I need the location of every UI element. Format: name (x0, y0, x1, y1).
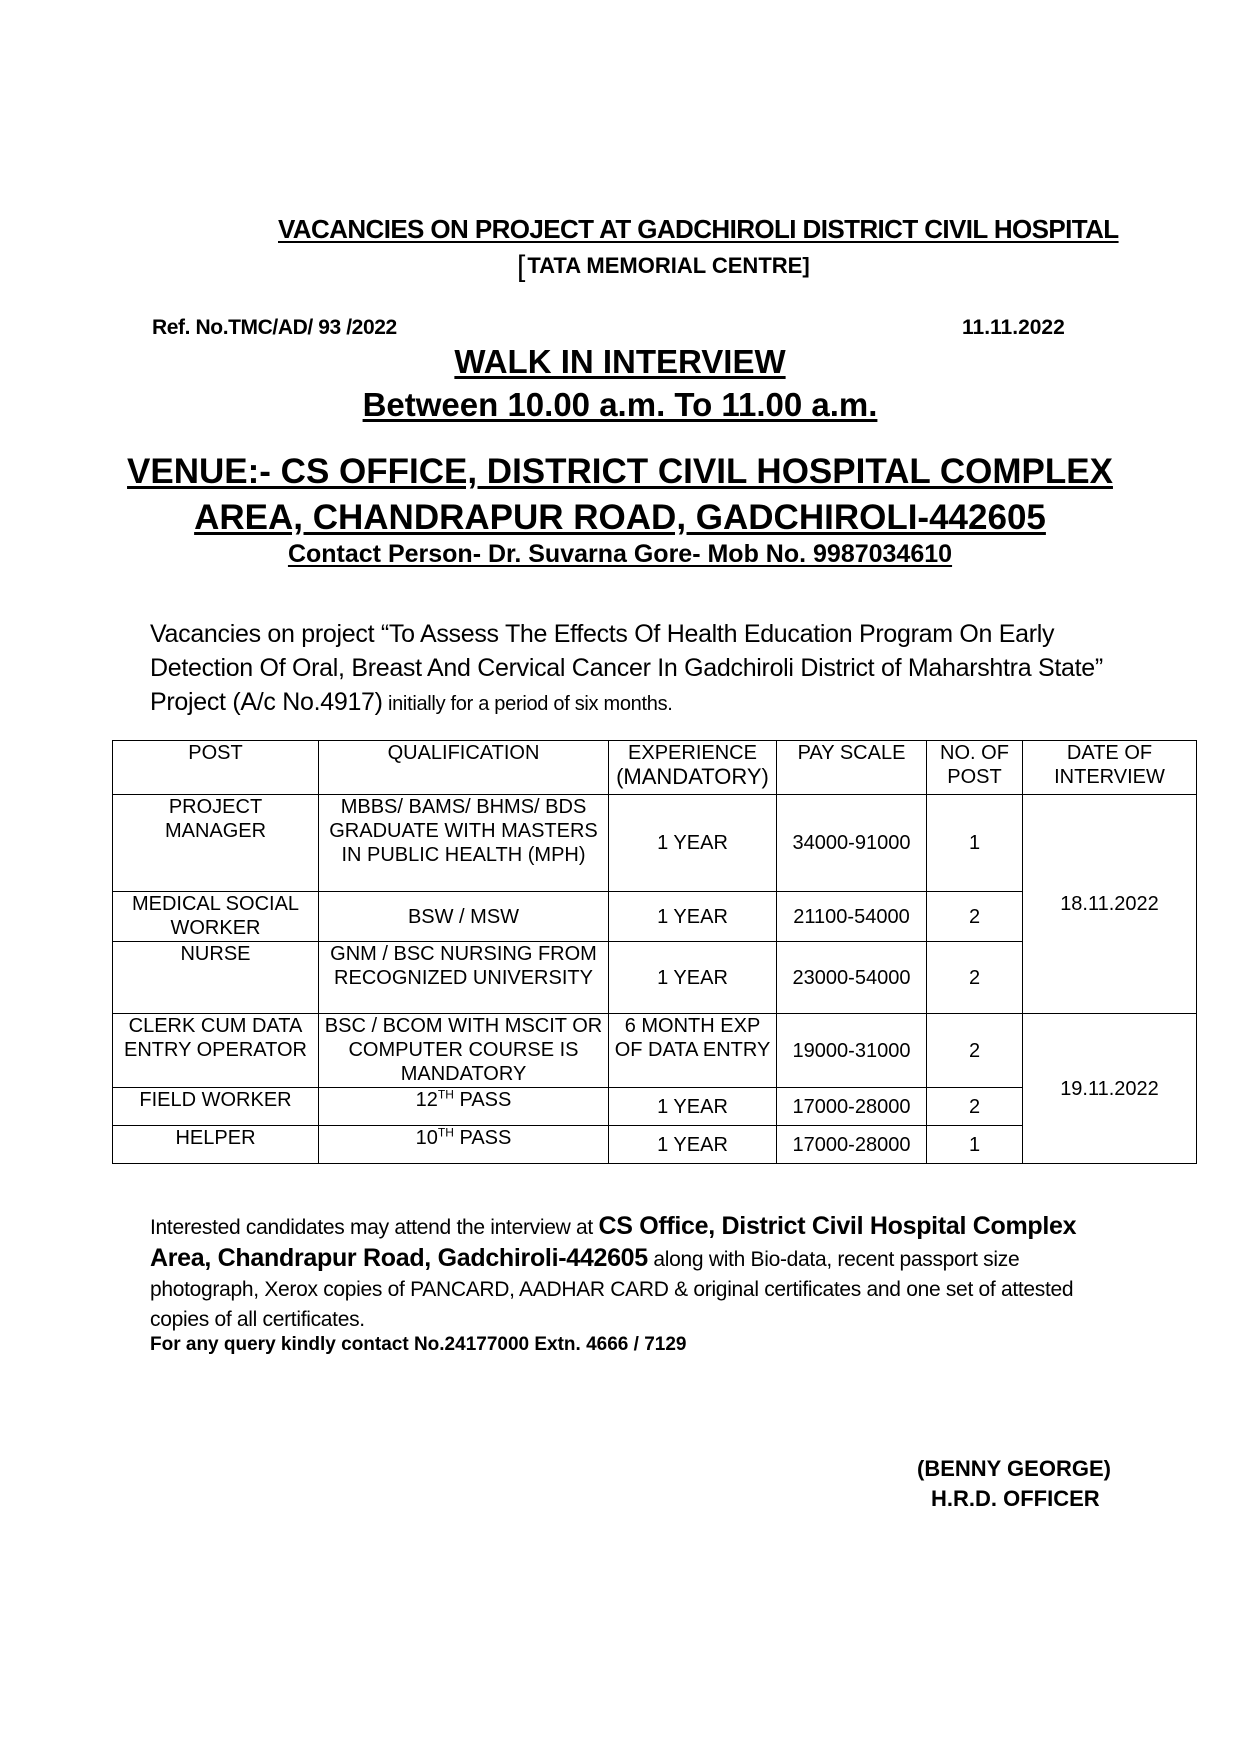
cell-pay-scale: 17000-28000 (777, 1088, 927, 1126)
cell-pay-scale: 21100-54000 (777, 892, 927, 942)
document-date: 11.11.2022 (962, 316, 1065, 339)
reference-number: Ref. No.TMC/AD/ 93 /2022 (152, 316, 397, 339)
table-header-row (113, 741, 1197, 795)
cell-count: 2 (927, 1014, 1023, 1088)
cell-pay-scale: 17000-28000 (777, 1126, 927, 1164)
cell-experience: 6 MONTH EXP OF DATA ENTRY (609, 1014, 777, 1088)
cell-count: 2 (927, 942, 1023, 1014)
cell-post: NURSE (113, 942, 319, 1014)
cell-post: HELPER (113, 1126, 319, 1164)
cell-count: 1 (927, 1126, 1023, 1164)
venue-line-1: VENUE:- CS OFFICE, DISTRICT CIVIL HOSPITAL COMPLEX (127, 452, 1113, 491)
vacancy-table (112, 740, 1197, 1164)
cell-pay-scale: 19000-31000 (777, 1014, 927, 1088)
cell-count: 2 (927, 1088, 1023, 1126)
cell-experience: 1 YEAR (609, 795, 777, 892)
cell-count: 2 (927, 892, 1023, 942)
header-qualification: QUALIFICATION (319, 741, 609, 795)
project-intro: Vacancies on project “To Assess The Effects Of Health Education Program On Early Detection Of Oral, Breast And Cervical Cancer In Gadchiroli District of Maharshtra State” Project (A/c No.4917) initially for a period of six months. (150, 620, 1103, 716)
cell-qualification: 12TH PASS (319, 1088, 609, 1126)
cell-qualification: MBBS/ BAMS/ BHMS/ BDS GRADUATE WITH MASTERS IN PUBLIC HEALTH (MPH) (319, 795, 609, 892)
interview-timing: Between 10.00 a.m. To 11.00 a.m. (362, 386, 878, 423)
cell-experience: 1 YEAR (609, 1088, 777, 1126)
cell-pay-scale: 34000-91000 (777, 795, 927, 892)
signatory-name: (BENNY GEORGE) (917, 1456, 1111, 1481)
cell-interview-date: 19.11.2022 (1023, 1014, 1197, 1164)
cell-experience: 1 YEAR (609, 892, 777, 942)
venue-line-2: AREA, CHANDRAPUR ROAD, GADCHIROLI-442605 (194, 498, 1046, 537)
cell-experience: 1 YEAR (609, 942, 777, 1014)
cell-qualification: BSW / MSW (319, 892, 609, 942)
header-experience: EXPERIENCE (MANDATORY) (609, 741, 777, 795)
contact-person: Contact Person- Dr. Suvarna Gore- Mob No. 9987034610 (287, 540, 953, 568)
cell-interview-date: 18.11.2022 (1023, 795, 1197, 1014)
cell-post: MEDICAL SOCIAL WORKER (113, 892, 319, 942)
header-pay-scale: PAY SCALE (777, 741, 927, 795)
document-title: VACANCIES ON PROJECT AT GADCHIROLI DISTRICT CIVIL HOSPITAL (278, 214, 1119, 244)
header-no-of-post: NO. OF POST (927, 741, 1023, 795)
table-row (113, 795, 1197, 892)
table-row (113, 1014, 1197, 1088)
cell-experience: 1 YEAR (609, 1126, 777, 1164)
header-post: POST (113, 741, 319, 795)
signatory-designation: H.R.D. OFFICER (931, 1486, 1100, 1511)
footer-instructions: Interested candidates may attend the interview at CS Office, District Civil Hospital Complex Area, Chandrapur Road, Gadchiroli-442605 along with Bio-data, recent passport size photograph, Xerox copies of PANCARD, AADHAR CARD & original certificates and one set of attested copies of all certificates. (150, 1212, 1077, 1331)
cell-qualification: BSC / BCOM WITH MSCIT OR COMPUTER COURSE IS MANDATORY (319, 1014, 609, 1088)
cell-count: 1 (927, 795, 1023, 892)
cell-post: PROJECT MANAGER (113, 795, 319, 892)
cell-pay-scale: 23000-54000 (777, 942, 927, 1014)
cell-post: CLERK CUM DATA ENTRY OPERATOR (113, 1014, 319, 1088)
cell-post: FIELD WORKER (113, 1088, 319, 1126)
cell-qualification: GNM / BSC NURSING FROM RECOGNIZED UNIVERSITY (319, 942, 609, 1014)
query-contact: For any query kindly contact No.24177000 Extn. 4666 / 7129 (150, 1334, 687, 1355)
organization-name: [TATA MEMORIAL CENTRE] (517, 250, 810, 283)
header-date-of-interview: DATE OF INTERVIEW (1023, 741, 1197, 795)
walk-in-heading: WALK IN INTERVIEW (454, 343, 786, 380)
cell-qualification: 10TH PASS (319, 1126, 609, 1164)
